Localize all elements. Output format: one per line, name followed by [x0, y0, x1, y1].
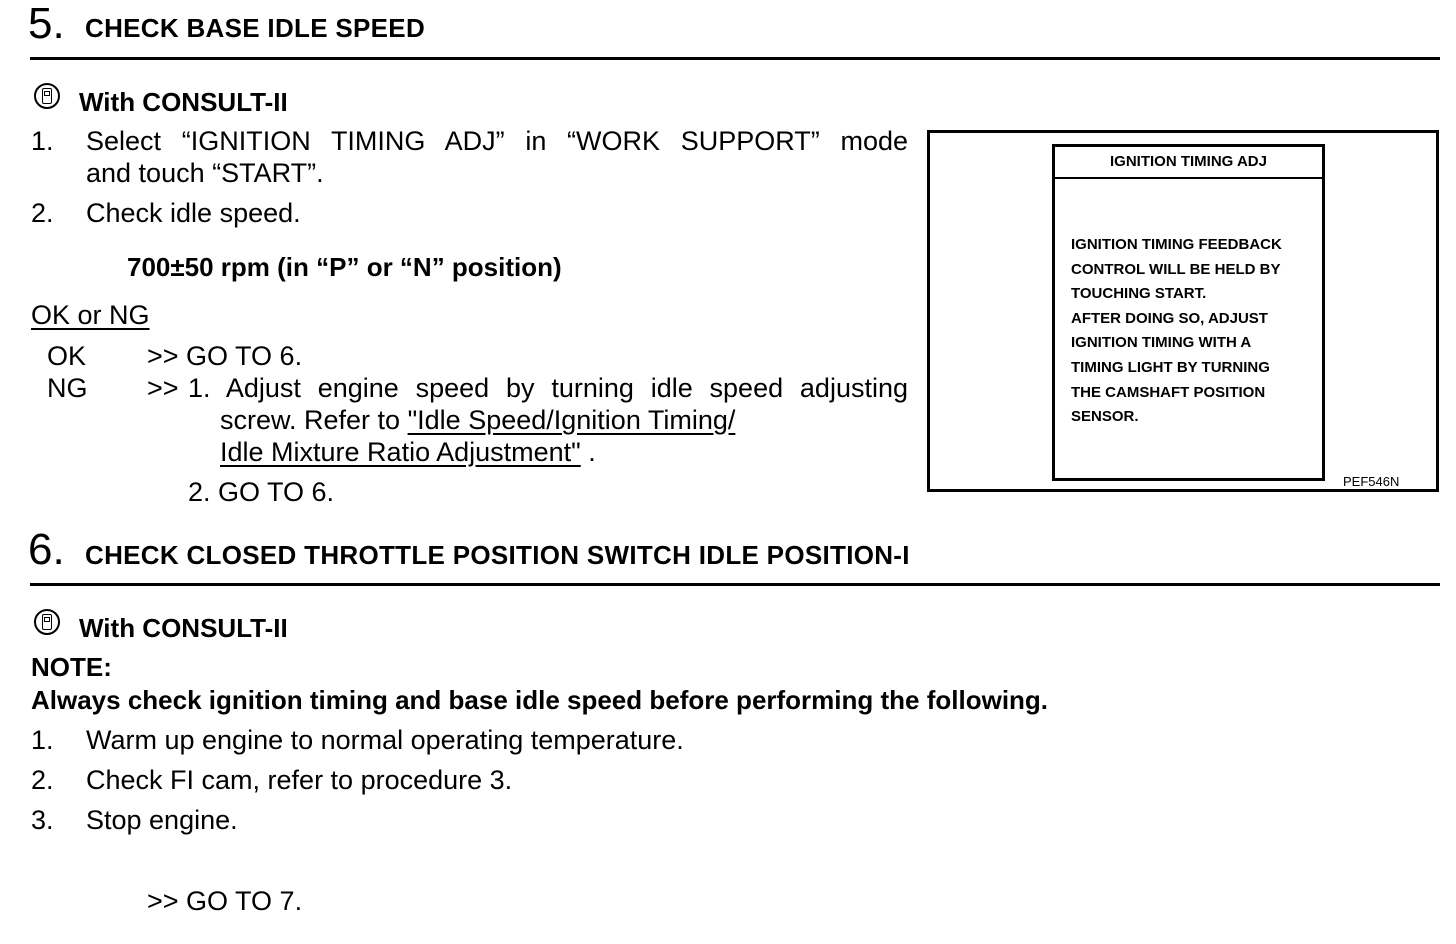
- consult-tester-icon: [34, 609, 60, 635]
- step-5-divider: [30, 57, 1440, 60]
- step-6-consult-label: With CONSULT-II: [79, 613, 288, 643]
- step-5-item-1-number: 1.: [31, 126, 54, 156]
- consult-screen-line: THE CAMSHAFT POSITION: [1071, 383, 1266, 401]
- step-6-item-text: Check FI cam, refer to procedure 3.: [86, 765, 513, 795]
- consult-screen-title: IGNITION TIMING ADJ: [1055, 147, 1322, 179]
- step-5-consult-label: With CONSULT-II: [79, 87, 288, 117]
- step-5-item-1-line-2: and touch “START”.: [86, 158, 324, 188]
- step-6-item-number: 1.: [31, 725, 54, 755]
- consult-screen-line: AFTER DOING SO, ADJUST: [1071, 309, 1268, 327]
- consult-screen-line: TIMING LIGHT BY TURNING: [1071, 358, 1270, 376]
- step-6-go-to: >> GO TO 7.: [147, 886, 303, 916]
- step-5-item-1-line-1: Select “IGNITION TIMING ADJ” in “WORK SUPPORT” mode: [86, 126, 908, 156]
- ng-action-line-1: 1. Adjust engine speed by turning idle speed adjusting: [188, 373, 908, 403]
- step-5-number: 5.: [28, 0, 65, 48]
- step-5-title: CHECK BASE IDLE SPEED: [85, 13, 426, 43]
- consult-screen: [1052, 144, 1325, 481]
- step-6-number: 6.: [28, 525, 65, 574]
- consult-screen-message: [1071, 233, 1282, 430]
- ok-or-ng-heading: OK or NG: [31, 300, 150, 330]
- idle-speed-spec: 700±50 rpm (in “P” or “N” position): [127, 252, 562, 282]
- step-6-item-text: Stop engine.: [86, 805, 238, 835]
- step-6-item-number: 3.: [31, 805, 54, 835]
- step-6-item-text: Warm up engine to normal operating temperature.: [86, 725, 684, 755]
- note-text: Always check ignition timing and base idle speed before performing the following.: [31, 685, 1049, 715]
- idle-speed-adjustment-link-part-1[interactable]: "Idle Speed/Ignition Timing/: [407, 405, 736, 435]
- step-5-item-2-number: 2.: [31, 198, 54, 228]
- step-6-title: CHECK CLOSED THROTTLE POSITION SWITCH IDLE POSITION-I: [85, 540, 910, 570]
- ng-action-line-4: 2. GO TO 6.: [188, 477, 335, 507]
- idle-speed-adjustment-link-part-2[interactable]: Idle Mixture Ratio Adjustment": [220, 437, 581, 467]
- consult-screen-line: SENSOR.: [1071, 408, 1139, 426]
- ok-label: OK: [47, 341, 87, 371]
- ng-action-link-suffix: .: [580, 437, 596, 467]
- consult-screen-figure: [927, 130, 1439, 492]
- consult-tester-icon: [34, 83, 60, 109]
- step-5-item-2-text: Check idle speed.: [86, 198, 301, 228]
- ng-action-line-3: [220, 437, 596, 468]
- ng-label: NG: [47, 373, 88, 403]
- ng-action-line-2: [220, 405, 735, 436]
- consult-screen-line: TOUCHING START.: [1071, 285, 1207, 303]
- ng-action-refer-text: screw. Refer to: [220, 405, 408, 435]
- note-label: NOTE:: [31, 652, 112, 682]
- consult-screen-line: IGNITION TIMING FEEDBACK: [1071, 236, 1282, 253]
- figure-id: PEF546N: [1343, 474, 1400, 489]
- ok-action: >> GO TO 6.: [147, 341, 303, 371]
- ng-arrow: >>: [147, 373, 179, 403]
- step-6-divider: [30, 583, 1440, 586]
- step-6-item-number: 2.: [31, 765, 54, 795]
- consult-screen-line: CONTROL WILL BE HELD BY: [1071, 260, 1281, 278]
- consult-screen-line: IGNITION TIMING WITH A: [1071, 334, 1252, 352]
